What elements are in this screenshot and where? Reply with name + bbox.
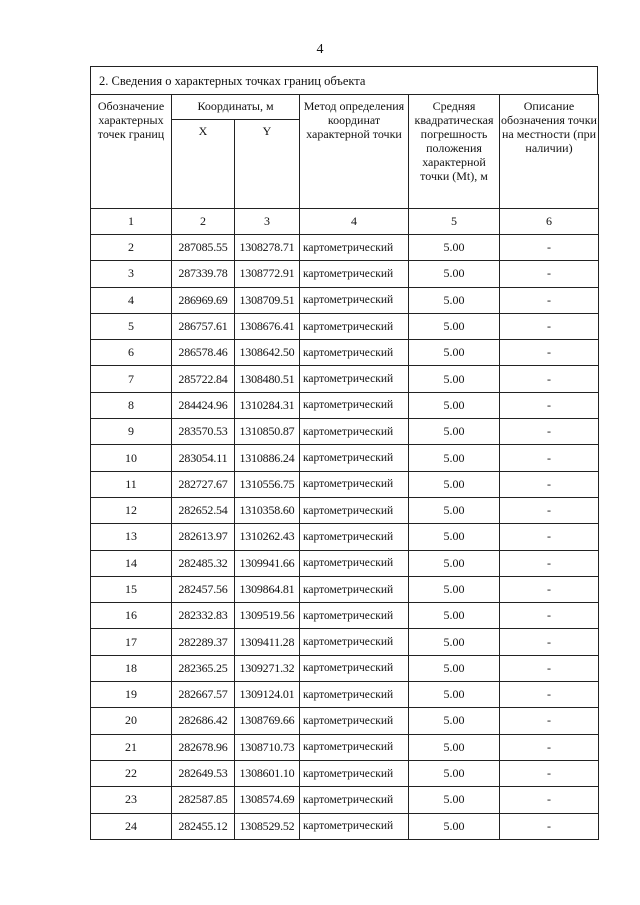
column-number: 5 — [409, 209, 500, 235]
x-coordinate-cell: 282667.57 — [172, 682, 235, 708]
y-coordinate-cell: 1310556.75 — [235, 471, 300, 497]
y-coordinate-cell: 1309519.56 — [235, 603, 300, 629]
boundary-points-section — [90, 66, 598, 840]
method-cell: картометрический — [300, 682, 409, 708]
table-row — [91, 340, 599, 366]
error-cell: 5.00 — [409, 366, 500, 392]
x-coordinate-cell: 286969.69 — [172, 287, 235, 313]
error-cell: 5.00 — [409, 550, 500, 576]
table-row — [91, 471, 599, 497]
table-row — [91, 366, 599, 392]
header-point-designation: Обозначение характерных точек границ — [91, 95, 172, 209]
y-coordinate-cell: 1308676.41 — [235, 313, 300, 339]
method-cell: картометрический — [300, 576, 409, 602]
error-cell: 5.00 — [409, 603, 500, 629]
table-row — [91, 682, 599, 708]
x-coordinate-cell: 285722.84 — [172, 366, 235, 392]
description-cell: - — [500, 524, 599, 550]
method-cell: картометрический — [300, 655, 409, 681]
header-y: Y — [235, 120, 300, 209]
point-number-cell: 15 — [91, 576, 172, 602]
point-number-cell: 8 — [91, 392, 172, 418]
table-row — [91, 550, 599, 576]
description-cell: - — [500, 497, 599, 523]
table-row — [91, 313, 599, 339]
description-cell: - — [500, 655, 599, 681]
description-cell: - — [500, 419, 599, 445]
method-cell: картометрический — [300, 392, 409, 418]
table-row — [91, 261, 599, 287]
method-cell: картометрический — [300, 708, 409, 734]
error-cell: 5.00 — [409, 419, 500, 445]
header-error: Средняя квадратическая погрешность положения характерной точки (Mt), м — [409, 95, 500, 209]
x-coordinate-cell: 286757.61 — [172, 313, 235, 339]
y-coordinate-cell: 1309124.01 — [235, 682, 300, 708]
x-coordinate-cell: 282455.12 — [172, 813, 235, 839]
error-cell: 5.00 — [409, 235, 500, 261]
description-cell: - — [500, 682, 599, 708]
description-cell: - — [500, 708, 599, 734]
method-cell: картометрический — [300, 340, 409, 366]
column-number: 3 — [235, 209, 300, 235]
method-cell: картометрический — [300, 261, 409, 287]
y-coordinate-cell: 1308601.10 — [235, 760, 300, 786]
y-coordinate-cell: 1310358.60 — [235, 497, 300, 523]
page-number: 4 — [316, 42, 324, 57]
error-cell: 5.00 — [409, 287, 500, 313]
description-cell: - — [500, 445, 599, 471]
x-coordinate-cell: 282457.56 — [172, 576, 235, 602]
description-cell: - — [500, 313, 599, 339]
y-coordinate-cell: 1309941.66 — [235, 550, 300, 576]
boundary-points-table — [90, 94, 599, 840]
point-number-cell: 12 — [91, 497, 172, 523]
y-coordinate-cell: 1308769.66 — [235, 708, 300, 734]
column-number: 2 — [172, 209, 235, 235]
description-cell: - — [500, 261, 599, 287]
point-number-cell: 23 — [91, 787, 172, 813]
method-cell: картометрический — [300, 366, 409, 392]
error-cell: 5.00 — [409, 734, 500, 760]
method-cell: картометрический — [300, 419, 409, 445]
method-cell: картометрический — [300, 603, 409, 629]
point-number-cell: 16 — [91, 603, 172, 629]
y-coordinate-cell: 1309411.28 — [235, 629, 300, 655]
x-coordinate-cell: 282727.67 — [172, 471, 235, 497]
description-cell: - — [500, 787, 599, 813]
description-cell: - — [500, 576, 599, 602]
x-coordinate-cell: 282686.42 — [172, 708, 235, 734]
description-cell: - — [500, 603, 599, 629]
description-cell: - — [500, 760, 599, 786]
description-cell: - — [500, 392, 599, 418]
table-row — [91, 497, 599, 523]
description-cell: - — [500, 287, 599, 313]
table-row — [91, 524, 599, 550]
point-number-cell: 21 — [91, 734, 172, 760]
table-row — [91, 734, 599, 760]
error-cell: 5.00 — [409, 340, 500, 366]
y-coordinate-cell: 1308710.73 — [235, 734, 300, 760]
y-coordinate-cell: 1310850.87 — [235, 419, 300, 445]
description-cell: - — [500, 340, 599, 366]
description-cell: - — [500, 550, 599, 576]
method-cell: картометрический — [300, 287, 409, 313]
error-cell: 5.00 — [409, 813, 500, 839]
point-number-cell: 10 — [91, 445, 172, 471]
description-cell: - — [500, 471, 599, 497]
method-cell: картометрический — [300, 445, 409, 471]
x-coordinate-cell: 284424.96 — [172, 392, 235, 418]
method-cell: картометрический — [300, 471, 409, 497]
section-title: 2. Сведения о характерных точках границ объекта — [90, 66, 598, 94]
point-number-cell: 19 — [91, 682, 172, 708]
method-cell: картометрический — [300, 497, 409, 523]
header-description: Описание обозначения точки на местности (при наличии) — [500, 95, 599, 209]
x-coordinate-cell: 282678.96 — [172, 734, 235, 760]
description-cell: - — [500, 813, 599, 839]
method-cell: картометрический — [300, 629, 409, 655]
error-cell: 5.00 — [409, 708, 500, 734]
x-coordinate-cell: 287085.55 — [172, 235, 235, 261]
table-row — [91, 629, 599, 655]
description-cell: - — [500, 629, 599, 655]
x-coordinate-cell: 282485.32 — [172, 550, 235, 576]
point-number-cell: 3 — [91, 261, 172, 287]
point-number-cell: 14 — [91, 550, 172, 576]
table-body — [91, 235, 599, 840]
column-number-row — [91, 209, 599, 235]
point-number-cell: 20 — [91, 708, 172, 734]
x-coordinate-cell: 282289.37 — [172, 629, 235, 655]
y-coordinate-cell: 1308574.69 — [235, 787, 300, 813]
table-row — [91, 787, 599, 813]
column-number: 1 — [91, 209, 172, 235]
point-number-cell: 7 — [91, 366, 172, 392]
y-coordinate-cell: 1310886.24 — [235, 445, 300, 471]
method-cell: картометрический — [300, 787, 409, 813]
point-number-cell: 4 — [91, 287, 172, 313]
error-cell: 5.00 — [409, 787, 500, 813]
table-row — [91, 760, 599, 786]
error-cell: 5.00 — [409, 313, 500, 339]
y-coordinate-cell: 1308480.51 — [235, 366, 300, 392]
table-row — [91, 445, 599, 471]
x-coordinate-cell: 282332.83 — [172, 603, 235, 629]
y-coordinate-cell: 1309864.81 — [235, 576, 300, 602]
point-number-cell: 9 — [91, 419, 172, 445]
description-cell: - — [500, 235, 599, 261]
point-number-cell: 2 — [91, 235, 172, 261]
table-row — [91, 708, 599, 734]
table-row — [91, 287, 599, 313]
header-coordinates: Координаты, м — [172, 95, 300, 120]
table-row — [91, 813, 599, 839]
error-cell: 5.00 — [409, 655, 500, 681]
point-number-cell: 5 — [91, 313, 172, 339]
error-cell: 5.00 — [409, 445, 500, 471]
x-coordinate-cell: 282613.97 — [172, 524, 235, 550]
point-number-cell: 13 — [91, 524, 172, 550]
description-cell: - — [500, 734, 599, 760]
method-cell: картометрический — [300, 524, 409, 550]
method-cell: картометрический — [300, 550, 409, 576]
point-number-cell: 11 — [91, 471, 172, 497]
x-coordinate-cell: 287339.78 — [172, 261, 235, 287]
point-number-cell: 17 — [91, 629, 172, 655]
column-number: 4 — [300, 209, 409, 235]
header-x: X — [172, 120, 235, 209]
x-coordinate-cell: 283054.11 — [172, 445, 235, 471]
method-cell: картометрический — [300, 235, 409, 261]
y-coordinate-cell: 1308278.71 — [235, 235, 300, 261]
y-coordinate-cell: 1309271.32 — [235, 655, 300, 681]
method-cell: картометрический — [300, 813, 409, 839]
table-row — [91, 392, 599, 418]
error-cell: 5.00 — [409, 760, 500, 786]
table-row — [91, 655, 599, 681]
y-coordinate-cell: 1310262.43 — [235, 524, 300, 550]
x-coordinate-cell: 282652.54 — [172, 497, 235, 523]
error-cell: 5.00 — [409, 471, 500, 497]
x-coordinate-cell: 286578.46 — [172, 340, 235, 366]
column-number: 6 — [500, 209, 599, 235]
error-cell: 5.00 — [409, 392, 500, 418]
x-coordinate-cell: 282649.53 — [172, 760, 235, 786]
table-row — [91, 576, 599, 602]
y-coordinate-cell: 1308772.91 — [235, 261, 300, 287]
x-coordinate-cell: 283570.53 — [172, 419, 235, 445]
point-number-cell: 18 — [91, 655, 172, 681]
error-cell: 5.00 — [409, 682, 500, 708]
table-row — [91, 235, 599, 261]
method-cell: картометрический — [300, 313, 409, 339]
method-cell: картометрический — [300, 760, 409, 786]
table-row — [91, 419, 599, 445]
error-cell: 5.00 — [409, 497, 500, 523]
point-number-cell: 6 — [91, 340, 172, 366]
error-cell: 5.00 — [409, 524, 500, 550]
point-number-cell: 22 — [91, 760, 172, 786]
header-method: Метод определения координат характерной точки — [300, 95, 409, 209]
table-row — [91, 603, 599, 629]
method-cell: картометрический — [300, 734, 409, 760]
y-coordinate-cell: 1308529.52 — [235, 813, 300, 839]
y-coordinate-cell: 1310284.31 — [235, 392, 300, 418]
point-number-cell: 24 — [91, 813, 172, 839]
error-cell: 5.00 — [409, 576, 500, 602]
error-cell: 5.00 — [409, 261, 500, 287]
error-cell: 5.00 — [409, 629, 500, 655]
y-coordinate-cell: 1308709.51 — [235, 287, 300, 313]
x-coordinate-cell: 282365.25 — [172, 655, 235, 681]
y-coordinate-cell: 1308642.50 — [235, 340, 300, 366]
description-cell: - — [500, 366, 599, 392]
x-coordinate-cell: 282587.85 — [172, 787, 235, 813]
